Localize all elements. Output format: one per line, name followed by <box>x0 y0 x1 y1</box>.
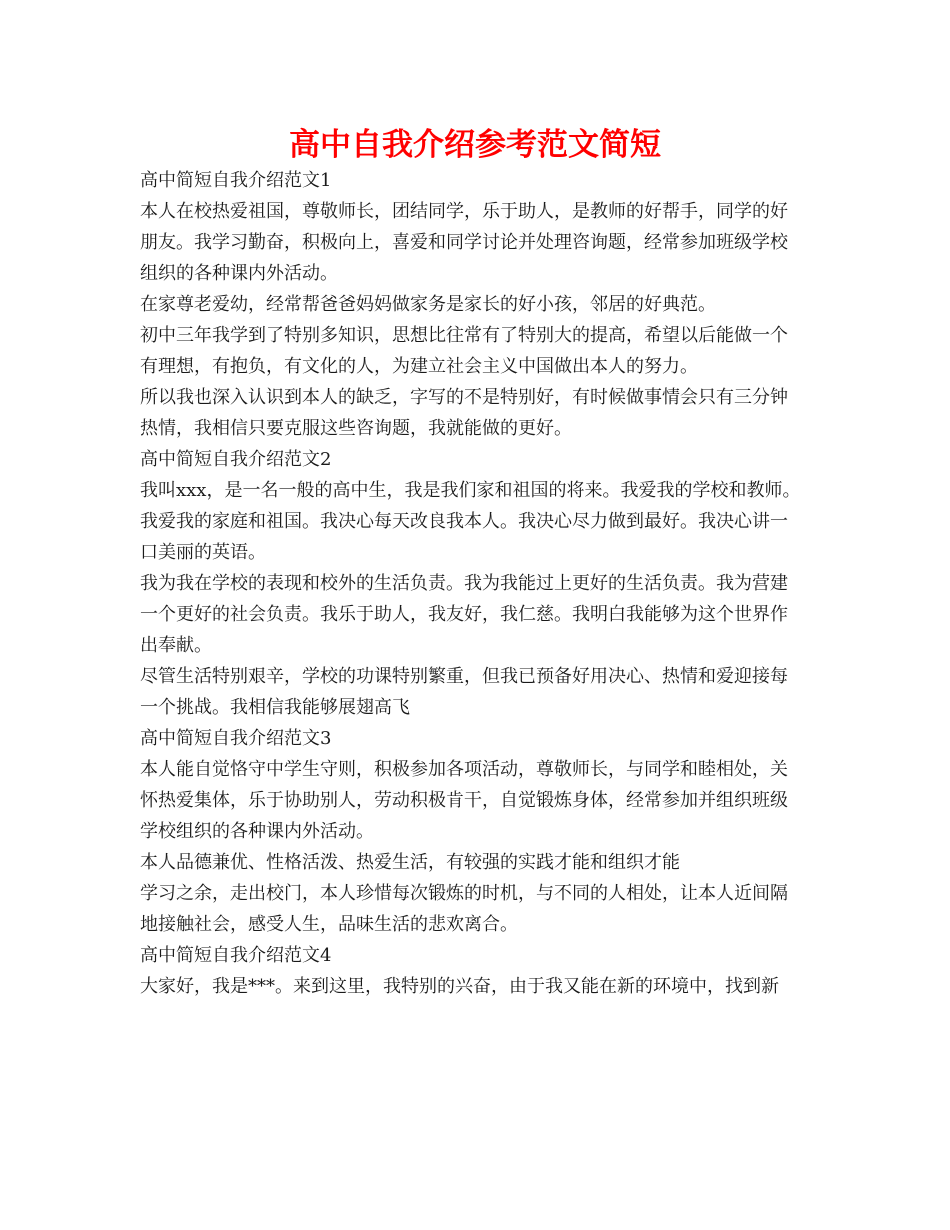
paragraph-line: 尽管生活特别艰辛，学校的功课特别繁重，但我已预备好用决心、热情和爱迎接每 <box>140 666 788 687</box>
paragraph-line: 地接触社会，感受人生，品味生活的悲欢离合。 <box>140 914 518 935</box>
paragraph-line: 我为我在学校的表现和校外的生活负责。我为我能过上更好的生活负责。我为营建 <box>140 573 788 594</box>
paragraph-line: 组织的各种课内外活动。 <box>140 263 338 284</box>
paragraph-line: 学习之余，走出校门，本人珍惜每次锻炼的时机，与不同的人相处，让本人近间隔 <box>140 883 788 904</box>
paragraph-line: 初中三年我学到了特别多知识，思想比往常有了特别大的提高，希望以后能做一个 <box>140 325 788 346</box>
section-heading: 高中简短自我介绍范文4 <box>140 945 332 966</box>
section-heading: 高中简短自我介绍范文1 <box>140 170 332 191</box>
paragraph-line: 我叫xxx，是一名一般的高中生，我是我们家和祖国的将来。我爱我的学校和教师。 <box>140 480 801 501</box>
paragraph-line: 出奉献。 <box>140 635 212 656</box>
section-heading: 高中简短自我介绍范文3 <box>140 728 332 749</box>
paragraph-line: 一个更好的社会负责。我乐于助人，我友好，我仁慈。我明白我能够为这个世界作 <box>140 604 788 625</box>
paragraph-line: 在家尊老爱幼，经常帮爸爸妈妈做家务是家长的好小孩，邻居的好典范。 <box>140 294 716 315</box>
paragraph-line: 我爱我的家庭和祖国。我决心每天改良我本人。我决心尽力做到最好。我决心讲一 <box>140 511 788 532</box>
paragraph-line: 本人品德兼优、性格活泼、热爱生活，有较强的实践才能和组织才能 <box>140 852 680 873</box>
paragraph-line: 口美丽的英语。 <box>140 542 266 563</box>
paragraph-line: 本人能自觉恪守中学生守则，积极参加各项活动，尊敬师长，与同学和睦相处，关 <box>140 759 788 780</box>
paragraph-line: 有理想，有抱负，有文化的人，为建立社会主义中国做出本人的努力。 <box>140 356 698 377</box>
paragraph-line: 怀热爱集体，乐于协助别人，劳动积极肯干，自觉锻炼身体，经常参加并组织班级 <box>140 790 788 811</box>
section-heading: 高中简短自我介绍范文2 <box>140 449 332 470</box>
paragraph-line: 热情，我相信只要克服这些咨询题，我就能做的更好。 <box>140 418 572 439</box>
paragraph-line: 大家好，我是***。来到这里，我特别的兴奋，由于我又能在新的环境中，找到新 <box>140 976 779 997</box>
paragraph-line: 一个挑战。我相信我能够展翅高飞 <box>140 697 410 718</box>
paragraph-line: 朋友。我学习勤奋，积极向上，喜爱和同学讨论并处理咨询题，经常参加班级学校 <box>140 232 788 253</box>
paragraph-line: 所以我也深入认识到本人的缺乏，字写的不是特别好，有时候做事情会只有三分钟 <box>140 387 788 408</box>
paragraph-line: 本人在校热爱祖国，尊敬师长，团结同学，乐于助人，是教师的好帮手，同学的好 <box>140 201 788 222</box>
document-body <box>140 165 820 1002</box>
document-title: 高中自我介绍参考范文简短 <box>289 127 661 163</box>
paragraph-line: 学校组织的各种课内外活动。 <box>140 821 374 842</box>
